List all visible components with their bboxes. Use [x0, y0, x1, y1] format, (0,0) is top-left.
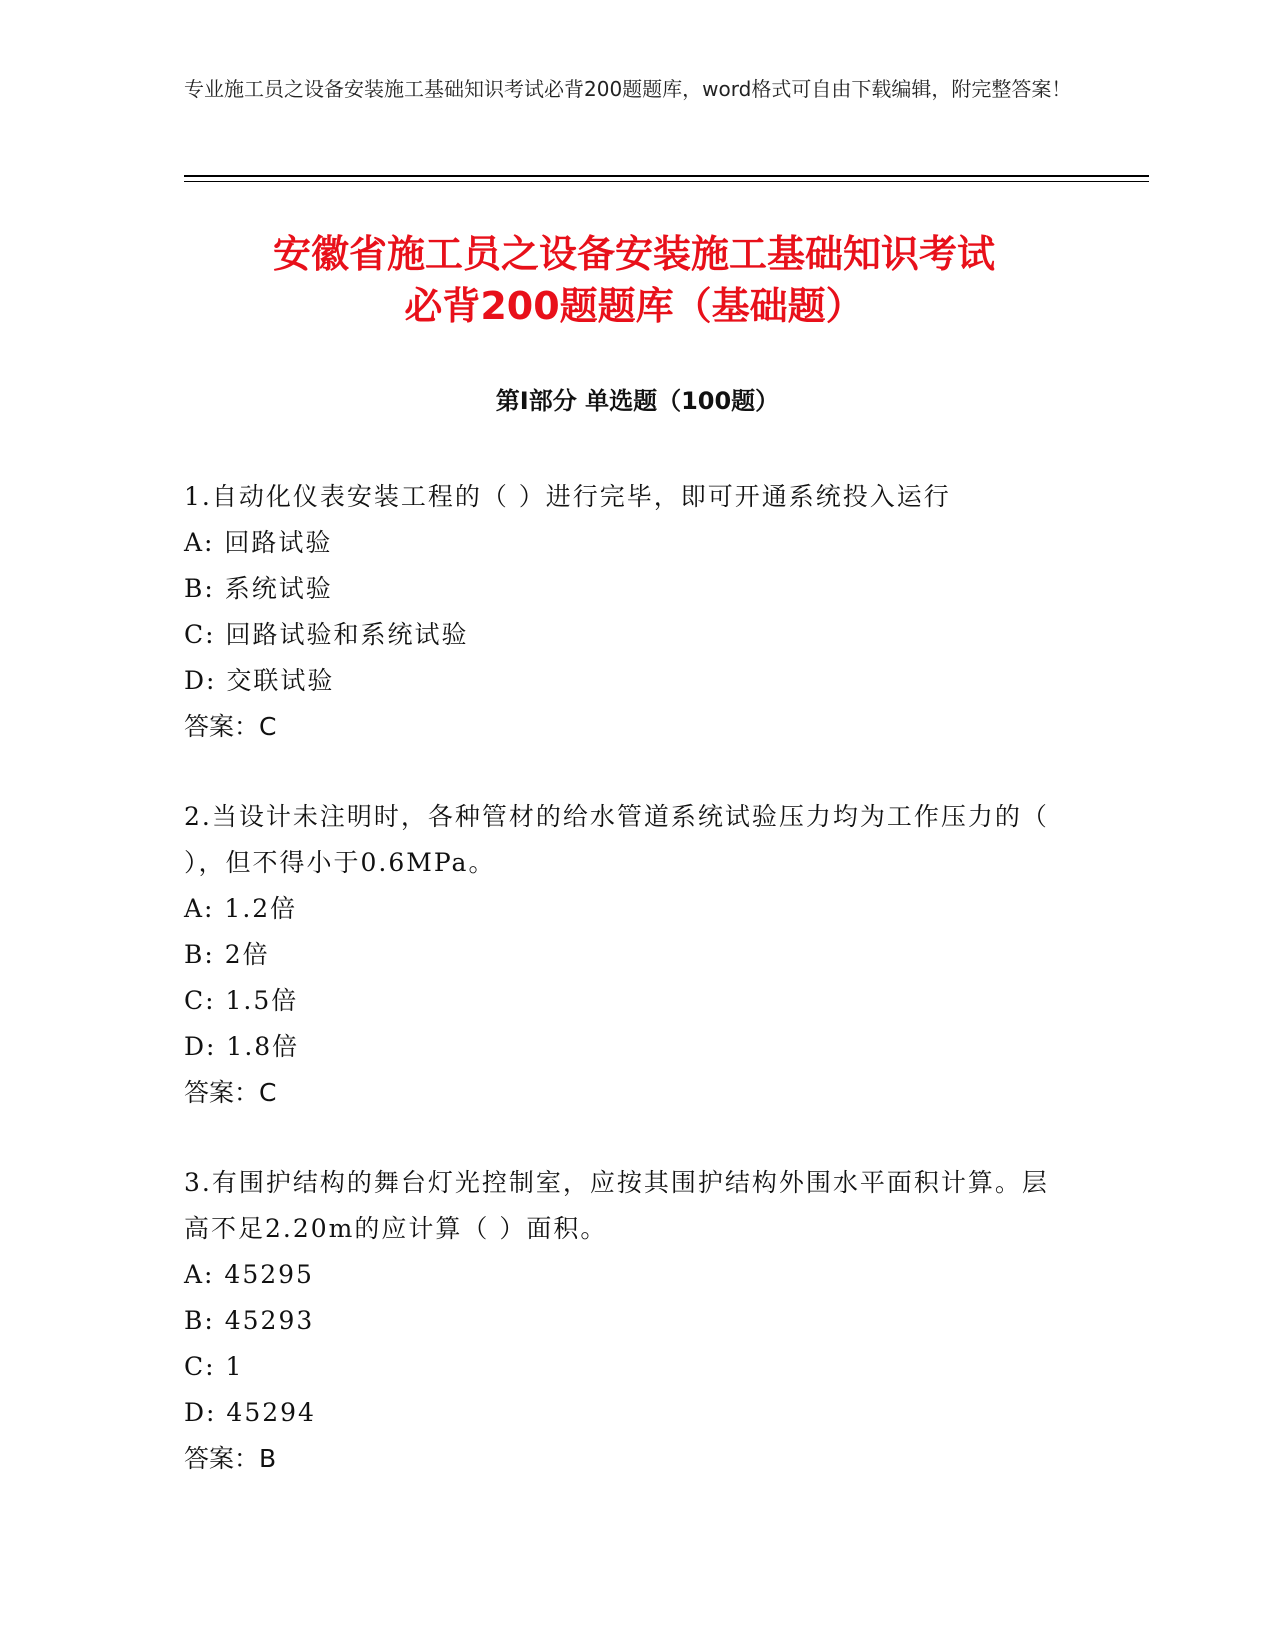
question-option-a: A: 1.2倍	[184, 894, 298, 923]
section-title: 第I部分 单选题（100题）	[495, 387, 780, 415]
question-option-b: B: 系统试验	[184, 574, 333, 603]
question-option-a: A: 回路试验	[184, 528, 333, 557]
header-note: 专业施工员之设备安装施工基础知识考试必背200题题库，word格式可自由下载编辑，附完整答案！	[184, 77, 1072, 101]
header-rule-thin	[184, 181, 1149, 182]
question-option-a: A: 45295	[184, 1260, 314, 1289]
question-3	[184, 1160, 1064, 1482]
question-option-c: C: 回路试验和系统试验	[184, 620, 469, 649]
question-answer: 答案：B	[184, 1444, 277, 1473]
question-option-b: B: 2倍	[184, 940, 270, 969]
question-option-c: C: 1.5倍	[184, 986, 299, 1015]
question-option-d: D: 45294	[184, 1398, 316, 1427]
document-title-line-2: 必背200题题库（基础题）	[404, 284, 864, 328]
question-stem: 1.自动化仪表安装工程的（ ）进行完毕，即可开通系统投入运行	[184, 482, 951, 511]
question-stem: 2.当设计未注明时，各种管材的给水管道系统试验压力均为工作压力的（ ），但不得小于0.6MPa。	[184, 802, 1049, 877]
question-list	[184, 474, 1064, 1526]
question-stem: 3.有围护结构的舞台灯光控制室，应按其围护结构外围水平面积计算。层高不足2.20m的应计算（ ）面积。	[184, 1168, 1049, 1243]
question-1	[184, 474, 1064, 750]
question-option-d: D: 1.8倍	[184, 1032, 300, 1061]
document-title-line-1: 安徽省施工员之设备安装施工基础知识考试	[272, 232, 995, 276]
question-option-d: D: 交联试验	[184, 666, 335, 695]
question-answer: 答案：C	[184, 712, 277, 741]
question-answer: 答案：C	[184, 1078, 277, 1107]
question-option-c: C: 1	[184, 1352, 244, 1381]
question-option-b: B: 45293	[184, 1306, 315, 1335]
document-title	[184, 228, 1084, 332]
header-rule-thick	[184, 175, 1149, 177]
question-2	[184, 794, 1064, 1116]
